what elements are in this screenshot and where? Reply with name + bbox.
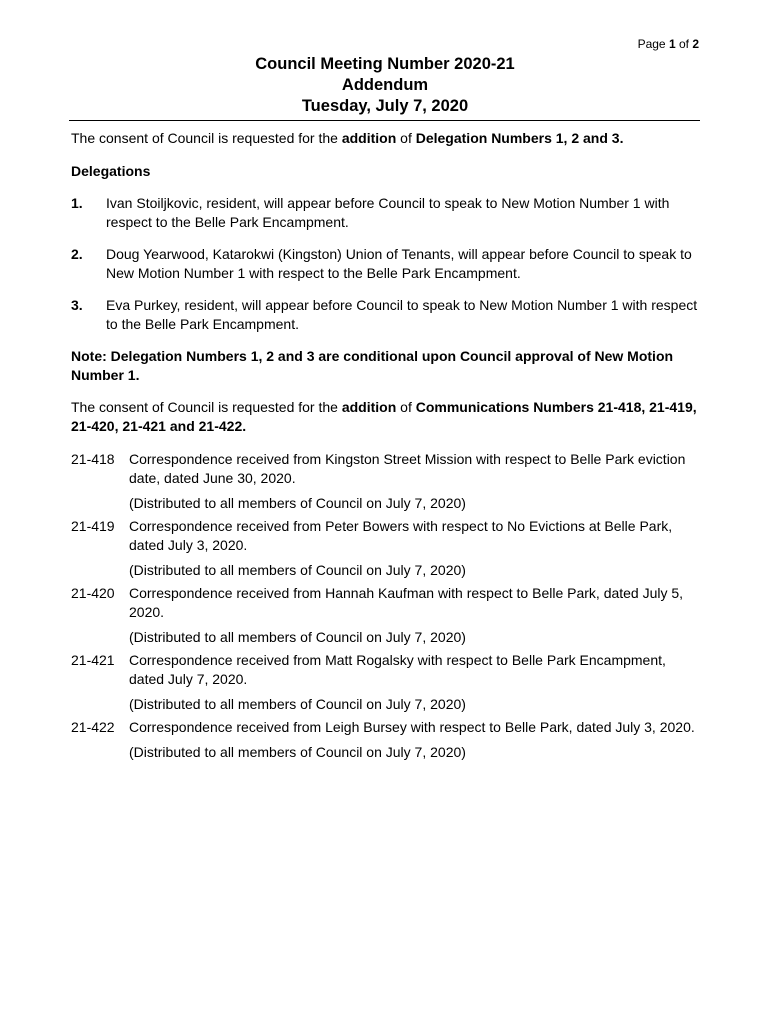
delegation-text: Eva Purkey, resident, will appear before Council to speak to New Motion Number 1 with respect to the Belle Park Encampment. bbox=[106, 297, 698, 332]
communication-text: Correspondence received from Hannah Kaufman with respect to Belle Park, dated July 5, 2020. bbox=[129, 585, 684, 620]
communications-consent-paragraph: The consent of Council is requested for the addition of Communications Numbers 21-418, 21-419, 21-420, 21-421 and 21-422. bbox=[71, 399, 697, 434]
communication-number: 21-421 bbox=[71, 652, 115, 668]
communication-item bbox=[71, 584, 701, 647]
page-number: Page 1 of 2 bbox=[637, 37, 699, 51]
delegation-text: Doug Yearwood, Katarokwi (Kingston) Union of Tenants, will appear before Council to speak to New Motion Number 1 with respect to the Belle Park Encampment. bbox=[106, 246, 692, 281]
communication-item bbox=[71, 651, 701, 714]
communication-item bbox=[71, 517, 701, 580]
communication-item bbox=[71, 718, 701, 762]
document-title bbox=[0, 54, 770, 117]
communication-text: Correspondence received from Leigh Bursey with respect to Belle Park, dated July 3, 2020. bbox=[129, 719, 695, 735]
communication-text: Correspondence received from Kingston Street Mission with respect to Belle Park eviction date, dated June 30, 2020. bbox=[129, 451, 686, 486]
title-divider bbox=[69, 120, 700, 121]
communication-text: Correspondence received from Peter Bowers with respect to No Evictions at Belle Park, dated July 3, 2020. bbox=[129, 518, 673, 553]
communication-number: 21-420 bbox=[71, 585, 115, 601]
communication-distribution: (Distributed to all members of Council on July 7, 2020) bbox=[129, 562, 466, 578]
title-addendum: Addendum bbox=[341, 76, 429, 94]
delegation-item bbox=[71, 194, 701, 232]
delegation-item bbox=[71, 296, 701, 334]
delegation-number: 2. bbox=[71, 246, 83, 262]
delegations-heading: Delegations bbox=[71, 163, 151, 179]
delegation-note: Note: Delegation Numbers 1, 2 and 3 are conditional upon Council approval of New Motion Number 1. bbox=[71, 348, 674, 383]
document-body bbox=[71, 129, 701, 766]
communication-distribution: (Distributed to all members of Council on July 7, 2020) bbox=[129, 744, 466, 760]
communication-number: 21-418 bbox=[71, 451, 115, 467]
delegation-text: Ivan Stoiljkovic, resident, will appear before Council to speak to New Motion Number 1 with respect to the Belle Park Encampment. bbox=[106, 195, 670, 230]
delegation-item bbox=[71, 245, 701, 283]
title-meeting-number: Council Meeting Number 2020-21 bbox=[255, 55, 515, 73]
communication-text: Correspondence received from Matt Rogalsky with respect to Belle Park Encampment, dated July 7, 2020. bbox=[129, 652, 666, 687]
delegation-number: 3. bbox=[71, 297, 83, 313]
communication-distribution: (Distributed to all members of Council on July 7, 2020) bbox=[129, 696, 466, 712]
communication-distribution: (Distributed to all members of Council on July 7, 2020) bbox=[129, 495, 466, 511]
communication-number: 21-422 bbox=[71, 719, 115, 735]
delegations-consent-paragraph: The consent of Council is requested for the addition of Delegation Numbers 1, 2 and 3. bbox=[71, 130, 624, 146]
communication-distribution: (Distributed to all members of Council on July 7, 2020) bbox=[129, 629, 466, 645]
communication-number: 21-419 bbox=[71, 518, 115, 534]
communication-item bbox=[71, 450, 701, 513]
title-date: Tuesday, July 7, 2020 bbox=[301, 97, 469, 115]
delegation-number: 1. bbox=[71, 195, 83, 211]
